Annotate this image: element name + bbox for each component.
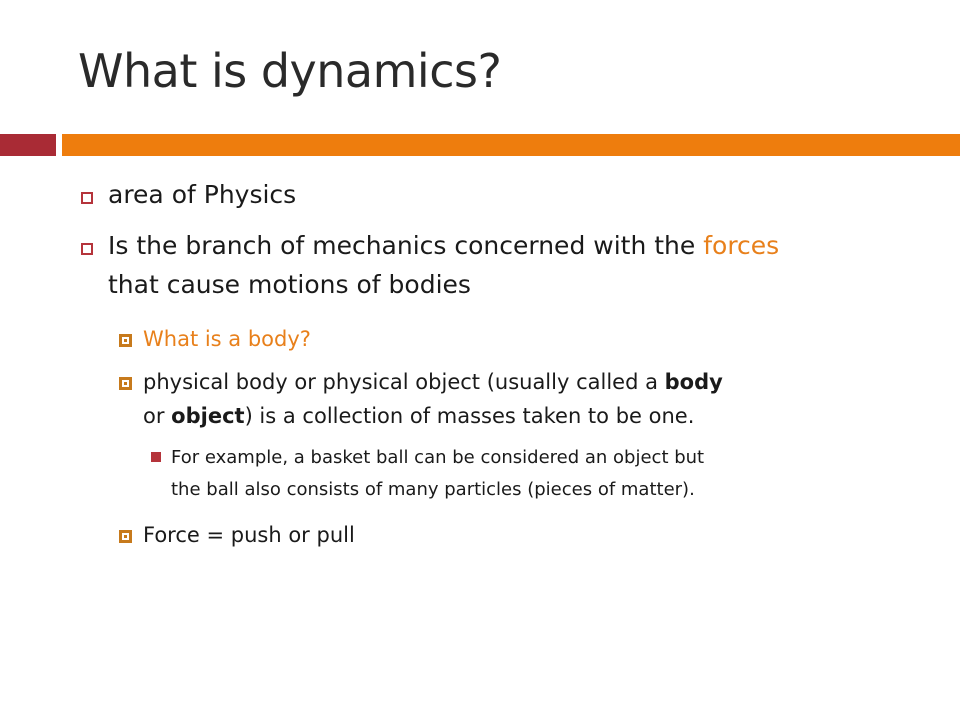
subbullet-what-is-a-body	[143, 324, 311, 354]
subsubbullet-text: For example, a basket ball can be considered an object but	[171, 447, 705, 468]
solid-square-bullet-icon	[151, 452, 161, 462]
subbullet-bold-body: body	[664, 370, 723, 394]
subbullet-text: physical body or physical object (usually called a	[143, 370, 665, 394]
bullet-text: area of Physics	[108, 180, 297, 209]
bullet-area-of-physics	[108, 178, 296, 212]
bullet-accent-forces: forces	[703, 231, 780, 260]
boxed-square-bullet-icon	[119, 530, 132, 543]
subbullet-physical-body-line2	[143, 401, 694, 431]
subsubbullet-basket-ball-example-line2	[171, 476, 695, 503]
subbullet-physical-body	[143, 367, 723, 397]
bullet-branch-of-mechanics-line2	[108, 268, 471, 302]
boxed-square-bullet-icon	[119, 334, 132, 347]
subsubbullet-basket-ball-example	[171, 444, 704, 471]
subbullet-bold-object: object	[171, 404, 245, 428]
subbullet-text: What is a body?	[143, 327, 311, 351]
subbullet-text: Force = push or pull	[143, 523, 355, 547]
hollow-square-bullet-icon	[81, 192, 93, 204]
bullet-text: Is the branch of mechanics concerned with the	[108, 231, 704, 260]
subsubbullet-text: the ball also consists of many particles (pieces of matter).	[171, 479, 695, 500]
subbullet-force-definition	[143, 520, 355, 550]
subbullet-text: ) is a collection of masses taken to be one.	[244, 404, 695, 428]
bullet-text: that cause motions of bodies	[108, 270, 471, 299]
slide-title: What is dynamics?	[78, 44, 502, 98]
hollow-square-bullet-icon	[81, 243, 93, 255]
boxed-square-bullet-icon	[119, 377, 132, 390]
subbullet-text: or	[143, 404, 172, 428]
bullet-branch-of-mechanics	[108, 229, 779, 263]
